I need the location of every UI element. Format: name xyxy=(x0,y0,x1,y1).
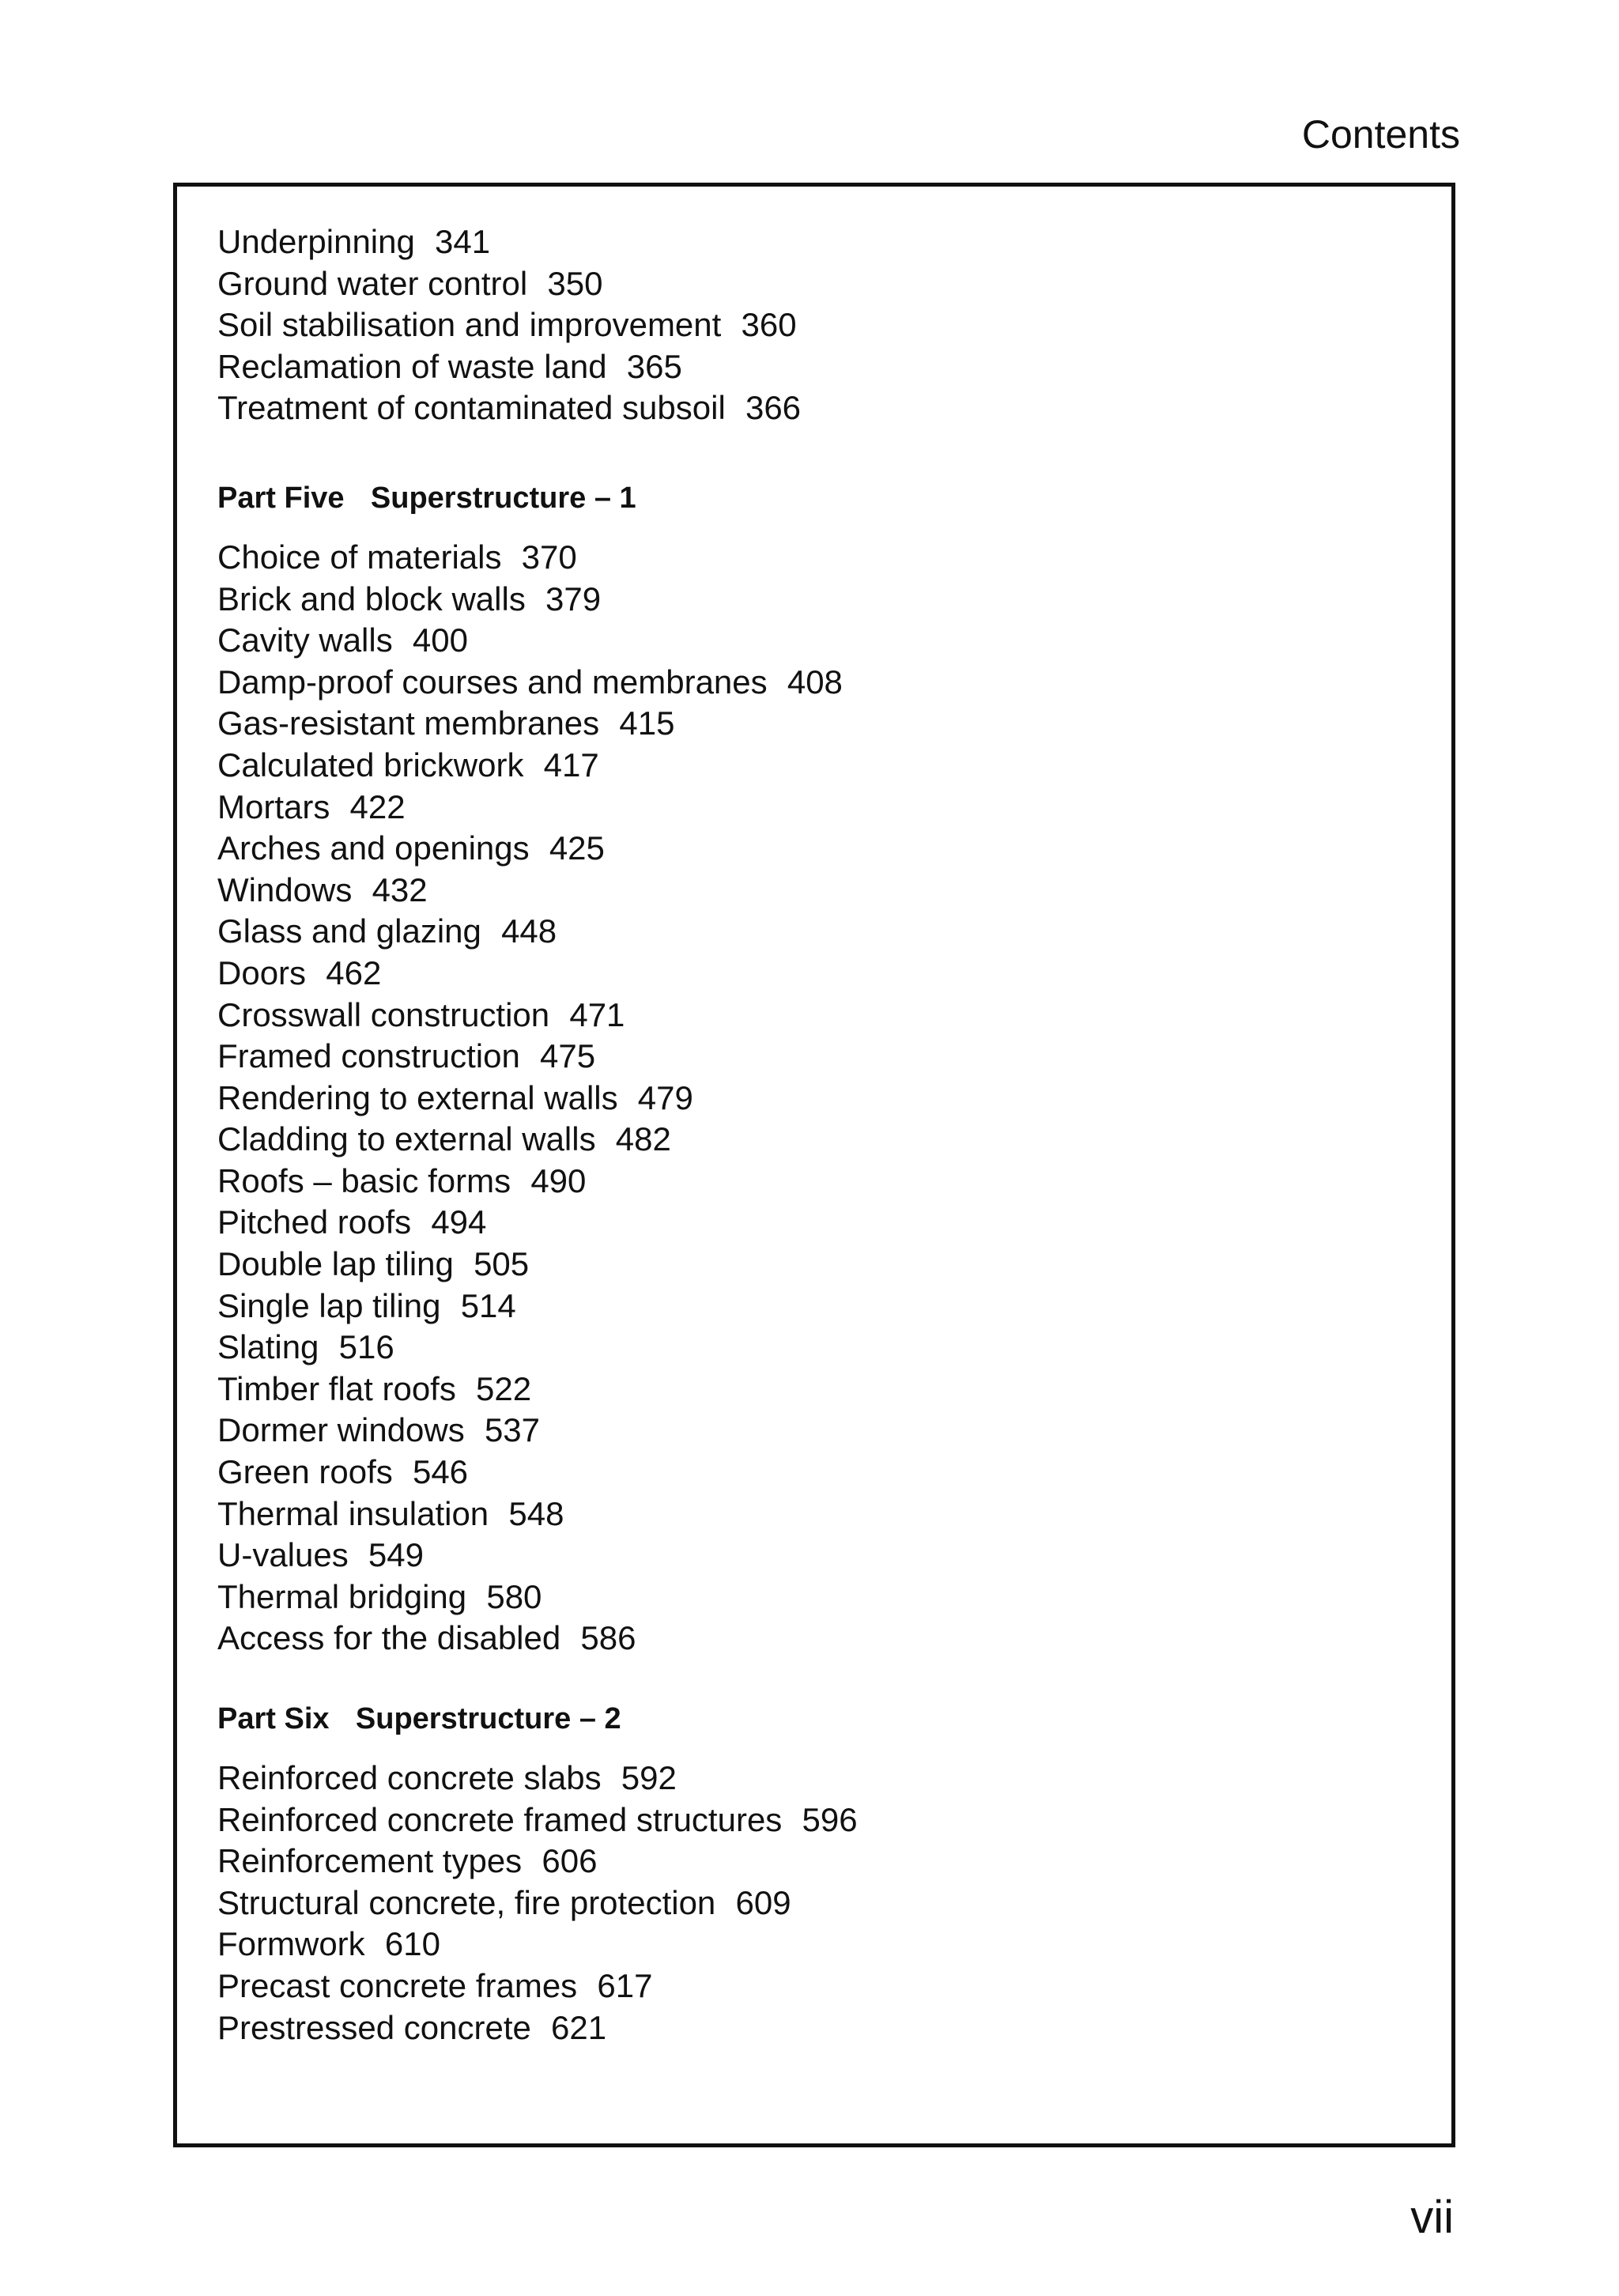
toc-entry xyxy=(217,620,1420,662)
running-head: Contents xyxy=(1301,112,1460,157)
toc-entry xyxy=(217,1535,1420,1577)
toc-entry-page: 341 xyxy=(435,223,491,260)
toc-entry-title: Reinforced concrete slabs xyxy=(217,1759,602,1796)
toc-entry xyxy=(217,1799,1420,1841)
toc-entry-page: 548 xyxy=(508,1494,564,1532)
toc-entry xyxy=(217,1078,1420,1120)
toc-entry xyxy=(217,787,1420,829)
part-label: Part Five xyxy=(217,481,345,515)
toc-entry-title: Gas-resistant membranes xyxy=(217,704,600,742)
toc-entry-title: Access for the disabled xyxy=(217,1619,561,1657)
toc-entry-page: 621 xyxy=(551,2008,607,2046)
toc-entry-title: Double lap tiling xyxy=(217,1245,454,1283)
toc-entry xyxy=(217,1202,1420,1244)
toc-entry xyxy=(217,662,1420,704)
toc-entry-title: Prestressed concrete xyxy=(217,2008,531,2046)
toc-entry xyxy=(217,1410,1420,1452)
toc-entry xyxy=(217,1244,1420,1286)
part-title: Superstructure – 1 xyxy=(370,481,636,515)
toc-entry-title: U-values xyxy=(217,1536,349,1574)
toc-entry-title: Doors xyxy=(217,954,307,991)
toc-entry-title: Arches and openings xyxy=(217,829,530,867)
toc-entry xyxy=(217,1494,1420,1535)
toc-continued-section xyxy=(217,221,1420,429)
toc-entry-title: Windows xyxy=(217,870,353,908)
toc-entry-page: 471 xyxy=(569,995,625,1033)
toc-entry xyxy=(217,1618,1420,1660)
contents-box xyxy=(173,183,1455,2147)
toc-entry xyxy=(217,346,1420,388)
toc-entry-title: Underpinning xyxy=(217,223,415,260)
toc-entry xyxy=(217,387,1420,429)
toc-entry-title: Formwork xyxy=(217,1925,365,1963)
toc-entry-title: Brick and block walls xyxy=(217,580,526,617)
toc-entry-title: Choice of materials xyxy=(217,538,502,576)
toc-entry-page: 425 xyxy=(549,829,605,867)
toc-entry-title: Dormer windows xyxy=(217,1411,465,1449)
toc-entry xyxy=(217,703,1420,745)
part-heading xyxy=(217,478,1420,518)
toc-entry-list xyxy=(217,537,1420,1660)
toc-entry-page: 360 xyxy=(741,306,797,344)
toc-entry-page: 365 xyxy=(626,347,682,385)
toc-entry-title: Single lap tiling xyxy=(217,1286,441,1324)
toc-entry-page: 417 xyxy=(543,746,599,784)
toc-entry xyxy=(217,1452,1420,1494)
toc-entry-title: Mortars xyxy=(217,787,330,825)
toc-entry-title: Framed construction xyxy=(217,1037,520,1075)
toc-entry xyxy=(217,2007,1420,2049)
toc-entry-title: Ground water control xyxy=(217,264,528,302)
toc-entry-page: 549 xyxy=(368,1536,424,1574)
toc-entry xyxy=(217,579,1420,621)
toc-entry-page: 366 xyxy=(745,389,802,427)
toc-entry-page: 494 xyxy=(431,1203,487,1241)
toc-entry-title: Thermal bridging xyxy=(217,1577,467,1615)
toc-entry-page: 505 xyxy=(474,1245,530,1283)
toc-entry-page: 586 xyxy=(580,1619,636,1657)
table-of-contents xyxy=(217,221,1420,2049)
toc-entry-page: 596 xyxy=(802,1800,858,1838)
toc-entry xyxy=(217,304,1420,346)
toc-entry xyxy=(217,1924,1420,1966)
toc-entry-title: Calculated brickwork xyxy=(217,746,524,784)
toc-entry xyxy=(217,745,1420,787)
toc-entry xyxy=(217,870,1420,912)
toc-entry-page: 475 xyxy=(540,1037,596,1075)
toc-entry-page: 537 xyxy=(484,1411,541,1449)
toc-entry xyxy=(217,995,1420,1037)
page-number: vii xyxy=(1410,2192,1454,2243)
toc-entry-page: 606 xyxy=(542,1842,598,1880)
toc-entry-page: 617 xyxy=(597,1966,653,2004)
toc-entry-page: 462 xyxy=(326,954,382,991)
toc-entry-page: 379 xyxy=(545,580,602,617)
toc-entry-page: 432 xyxy=(372,870,428,908)
toc-entry-title: Thermal insulation xyxy=(217,1494,489,1532)
toc-entry-title: Glass and glazing xyxy=(217,912,481,950)
toc-entry-page: 479 xyxy=(637,1078,693,1116)
toc-entry xyxy=(217,263,1420,305)
toc-entry-page: 490 xyxy=(530,1161,587,1199)
toc-entry-page: 546 xyxy=(412,1453,469,1491)
part-five-section xyxy=(217,478,1420,1660)
toc-entry-title: Green roofs xyxy=(217,1453,393,1491)
toc-entry-title: Reinforced concrete framed structures xyxy=(217,1800,783,1838)
toc-entry-title: Treatment of contaminated subsoil xyxy=(217,389,726,427)
part-label: Part Six xyxy=(217,1702,330,1735)
toc-entry-title: Timber flat roofs xyxy=(217,1369,456,1407)
toc-entry xyxy=(217,1161,1420,1203)
toc-entry-title: Precast concrete frames xyxy=(217,1966,578,2004)
toc-entry xyxy=(217,953,1420,995)
toc-entry xyxy=(217,1327,1420,1369)
toc-entry xyxy=(217,1036,1420,1078)
toc-entry xyxy=(217,537,1420,579)
toc-entry-title: Slating xyxy=(217,1328,319,1366)
toc-entry-title: Crosswall construction xyxy=(217,995,550,1033)
toc-entry-list xyxy=(217,1758,1420,2049)
part-title: Superstructure – 2 xyxy=(355,1702,621,1735)
toc-entry-page: 522 xyxy=(476,1369,532,1407)
toc-entry xyxy=(217,1841,1420,1882)
toc-entry-page: 609 xyxy=(735,1883,791,1921)
toc-entry-page: 482 xyxy=(615,1120,671,1158)
toc-entry-title: Damp-proof courses and membranes xyxy=(217,663,768,701)
toc-entry-page: 408 xyxy=(787,663,843,701)
toc-entry-page: 400 xyxy=(412,621,468,659)
toc-entry xyxy=(217,1758,1420,1799)
toc-entry xyxy=(217,221,1420,263)
toc-entry-page: 370 xyxy=(521,538,577,576)
toc-entry-title: Rendering to external walls xyxy=(217,1078,618,1116)
toc-entry-title: Structural concrete, fire protection xyxy=(217,1883,716,1921)
toc-entry-list xyxy=(217,221,1420,429)
toc-entry xyxy=(217,911,1420,953)
toc-entry-page: 415 xyxy=(619,704,675,742)
toc-entry xyxy=(217,1369,1420,1410)
toc-entry-page: 350 xyxy=(547,264,603,302)
toc-entry-page: 448 xyxy=(501,912,557,950)
toc-entry-page: 610 xyxy=(384,1925,440,1963)
toc-entry-title: Reinforcement types xyxy=(217,1842,523,1880)
toc-entry-title: Soil stabilisation and improvement xyxy=(217,306,722,344)
toc-entry xyxy=(217,1966,1420,2007)
toc-entry-page: 514 xyxy=(460,1286,516,1324)
toc-entry-page: 580 xyxy=(486,1577,542,1615)
toc-entry-title: Cladding to external walls xyxy=(217,1120,596,1158)
toc-entry xyxy=(217,828,1420,870)
toc-entry xyxy=(217,1286,1420,1327)
toc-entry xyxy=(217,1882,1420,1924)
part-heading xyxy=(217,1699,1420,1739)
toc-entry xyxy=(217,1577,1420,1618)
toc-entry-title: Reclamation of waste land xyxy=(217,347,607,385)
toc-entry-page: 422 xyxy=(349,787,406,825)
toc-entry xyxy=(217,1119,1420,1161)
toc-entry-page: 516 xyxy=(338,1328,394,1366)
toc-entry-title: Roofs – basic forms xyxy=(217,1161,511,1199)
part-six-section xyxy=(217,1699,1420,2049)
toc-entry-page: 592 xyxy=(621,1759,677,1796)
toc-entry-title: Pitched roofs xyxy=(217,1203,412,1241)
toc-entry-title: Cavity walls xyxy=(217,621,393,659)
